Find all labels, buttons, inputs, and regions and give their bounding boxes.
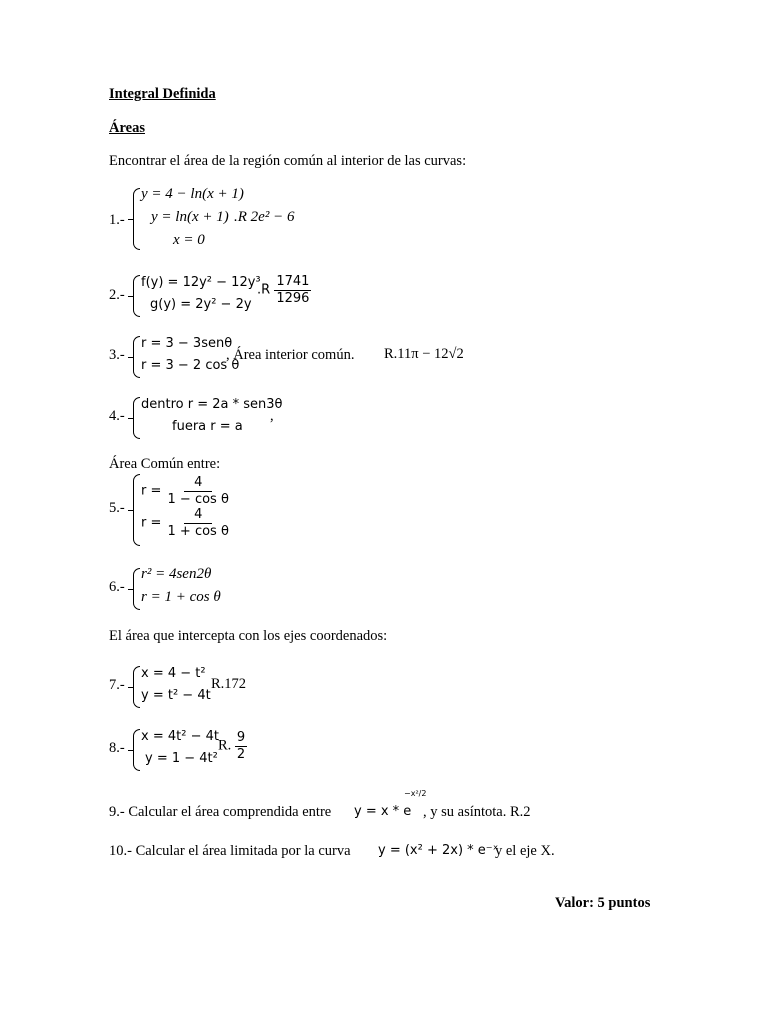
problem-2-answer-prefix: .R — [257, 282, 271, 298]
problem-10-text-pre: 10.- Calcular el área limitada por la curva — [109, 843, 351, 859]
section-common-heading: Área Común entre: — [109, 456, 221, 472]
problem-5-eq1-lhs: r = — [141, 483, 162, 499]
problem-9-eq: y = x * e — [354, 804, 412, 819]
intro-text: Encontrar el área de la región común al interior de las curvas: — [109, 153, 467, 169]
problem-2-answer-numerator: 1741 — [276, 274, 310, 289]
problem-8-answer-denominator: 2 — [236, 746, 246, 762]
problem-10-text-post: y el eje X. — [495, 843, 555, 859]
problem-6-brace — [133, 568, 140, 610]
problem-4-eq1: dentro r = 2a * sen3θ — [141, 397, 283, 412]
problem-2-eq1: f(y) = 12y² − 12y³ — [141, 275, 261, 290]
problem-1-eq2: y = ln(x + 1) — [151, 209, 229, 225]
doc-subtitle: Áreas — [109, 120, 145, 136]
problem-10-eq: y = (x² + 2x) * e⁻ˣ — [378, 843, 499, 858]
problem-9-exponent: −x²/2 — [404, 789, 427, 798]
problem-6-eq1: r² = 4sen2θ — [141, 566, 212, 582]
problem-7-answer: R.172 — [211, 676, 247, 692]
problem-5-eq1-denominator: 1 − cos θ — [167, 491, 229, 507]
problem-5-eq2-fraction — [166, 508, 231, 538]
problem-8-answer-numerator: 9 — [236, 730, 246, 745]
problem-4-number: 4.- — [109, 408, 125, 424]
problem-5-eq2-numerator: 4 — [184, 508, 212, 524]
problem-9-text-pre: 9.- Calcular el área comprendida entre — [109, 804, 332, 820]
problem-8-eq1: x = 4t² − 4t — [141, 729, 219, 744]
problem-5-eq1-numerator: 4 — [184, 476, 212, 492]
problem-2-number: 2.- — [109, 287, 125, 303]
problem-3-note: , Área interior común. — [226, 347, 355, 363]
problem-8-answer-fraction — [235, 731, 247, 761]
problem-1-eq3: x = 0 — [173, 232, 205, 248]
problem-3-eq2: r = 3 − 2 cos θ — [141, 358, 240, 373]
doc-title: Integral Definida — [109, 86, 216, 102]
problem-8-brace — [133, 729, 140, 771]
problem-8-answer-prefix: R. — [218, 737, 232, 754]
problem-1-number: 1.- — [109, 212, 125, 228]
problem-9-text-post: , y su asíntota. R.2 — [423, 804, 531, 820]
problem-1-answer: .R 2e² − 6 — [234, 209, 295, 225]
problem-7-number: 7.- — [109, 677, 125, 693]
problem-2-brace — [133, 275, 140, 317]
problem-6-number: 6.- — [109, 579, 125, 595]
problem-3-brace — [133, 336, 140, 378]
problem-8-eq2: y = 1 − 4t² — [145, 751, 218, 766]
problem-3-eq1: r = 3 − 3senθ — [141, 336, 233, 351]
problem-8-number: 8.- — [109, 740, 125, 756]
problem-5-eq2-lhs: r = — [141, 515, 162, 531]
problem-4-brace — [133, 397, 140, 439]
problem-7-brace — [133, 666, 140, 708]
problem-1-eq1: y = 4 − ln(x + 1) — [141, 186, 244, 202]
problem-4-tail: , — [270, 408, 274, 424]
problem-2-eq2: g(y) = 2y² − 2y — [150, 297, 252, 312]
problem-5-brace — [133, 474, 140, 546]
problem-6-eq2: r = 1 + cos θ — [141, 589, 221, 605]
section-axes-heading: El área que intercepta con los ejes coordenados: — [109, 628, 388, 644]
problem-2-answer-fraction — [274, 275, 311, 305]
score-footer: Valor: 5 puntos — [555, 895, 651, 911]
problem-4-eq2: fuera r = a — [172, 419, 243, 434]
problem-5-eq2-denominator: 1 + cos θ — [167, 523, 229, 539]
problem-2-answer — [257, 275, 311, 305]
problem-8-answer — [218, 731, 247, 761]
problem-5-eq2 — [141, 508, 231, 538]
problem-5-eq1 — [141, 476, 231, 506]
problem-1-brace — [133, 188, 140, 250]
problem-7-eq2: y = t² − 4t — [141, 688, 211, 703]
problem-7-eq1: x = 4 − t² — [141, 666, 206, 681]
problem-3-number: 3.- — [109, 347, 125, 363]
problem-3-answer: R.11π − 12√2 — [384, 346, 464, 362]
problem-2-answer-denominator: 1296 — [276, 290, 310, 306]
problem-5-number: 5.- — [109, 500, 125, 516]
problem-5-eq1-fraction — [166, 476, 231, 506]
